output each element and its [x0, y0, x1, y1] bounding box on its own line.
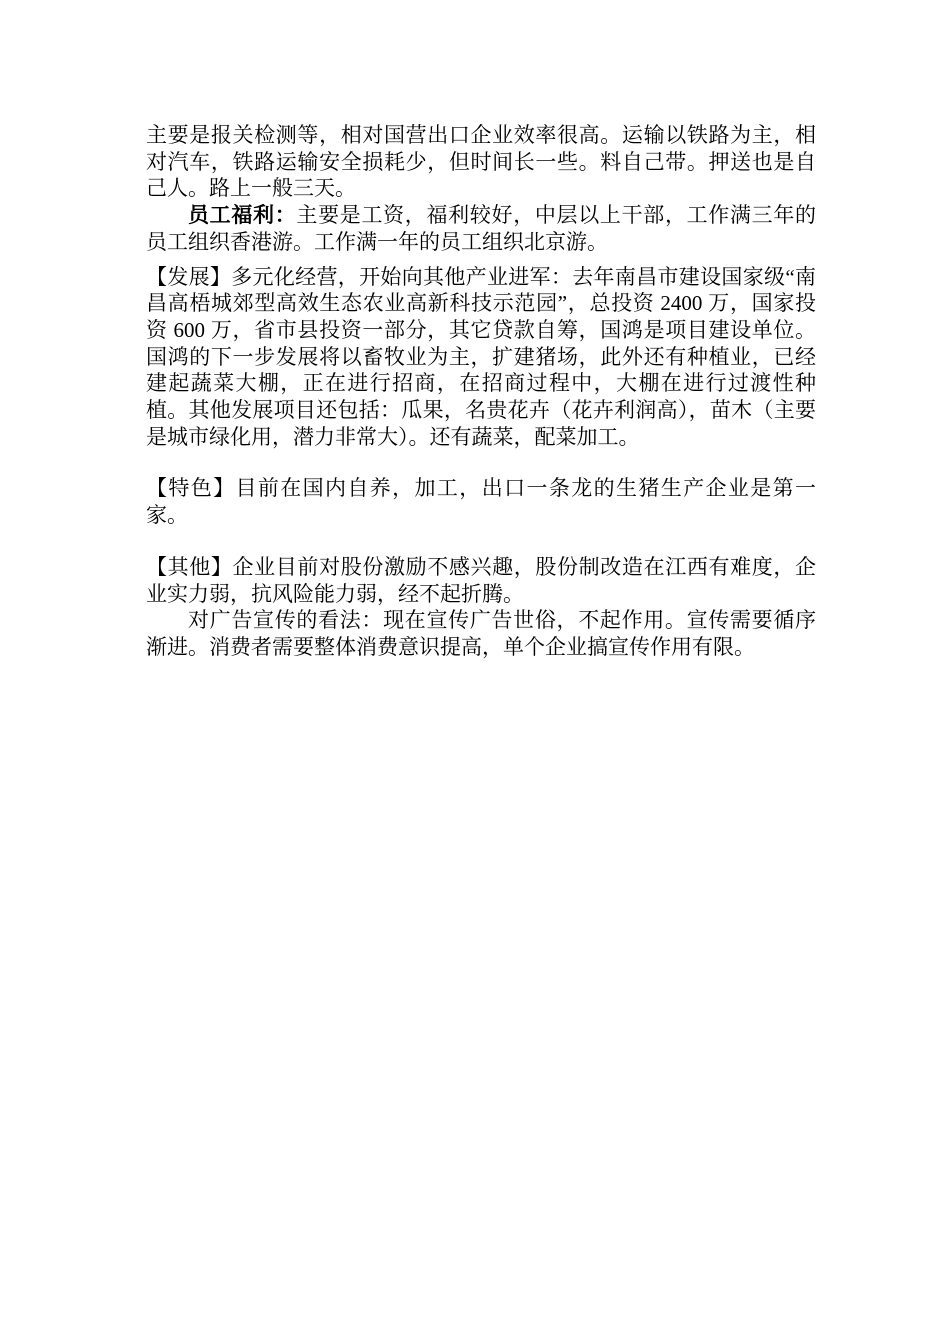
paragraph-development [146, 264, 816, 451]
paragraph-features [146, 475, 816, 528]
paragraph-employee-benefits [146, 202, 816, 255]
text-run: 对广告宣传的看法：现在宣传广告世俗，不起作用。宣传需要循序渐进。消费者需要整体消费意识提高，单个企业搞宣传作用有限。 [146, 608, 816, 659]
document-body [146, 122, 816, 661]
text-run: 【发展】多元化经营，开始向其他产业进军：去年南昌市建设国家级“南昌高梧城郊型高效生态农业高新科技示范园”，总投资 2400 万，国家投资 600 万，省市县投资一部分，其它贷款自筹，国鸿是项目建设单位。国鸿的下一步发展将以畜牧业为主，扩建猪场，此外还有种植业，已经建起蔬菜大棚，正在进行招商，在招商过程中，大棚在进行过渡性种植。其他发展项目还包括：瓜果，名贵花卉（花卉利润高），苗木（主要是城市绿化用，潜力非常大）。还有蔬菜，配菜加工。 [146, 264, 816, 449]
text-run: 主要是报关检测等，相对国营出口企业效率很高。运输以铁路为主，相对汽车，铁路运输安全损耗少，但时间长一些。料自己带。押送也是自己人。路上一般三天。 [146, 123, 816, 201]
paragraph-others [146, 554, 816, 607]
text-run: 【特色】目前在国内自养，加工，出口一条龙的生猪生产企业是第一家。 [146, 476, 816, 528]
text-run-bold: 员工福利： [188, 203, 297, 228]
paragraph-advertising-view [146, 607, 816, 660]
text-run: 主要是工资，福利较好，中层以上干部，工作满三年的员工组织香港游。工作满一年的员工组织北京游。 [146, 203, 817, 254]
paragraph-logistics [146, 122, 816, 202]
text-run: 【其他】企业目前对股份激励不感兴趣，股份制改造在江西有难度，企业实力弱，抗风险能力弱，经不起折腾。 [146, 554, 816, 606]
